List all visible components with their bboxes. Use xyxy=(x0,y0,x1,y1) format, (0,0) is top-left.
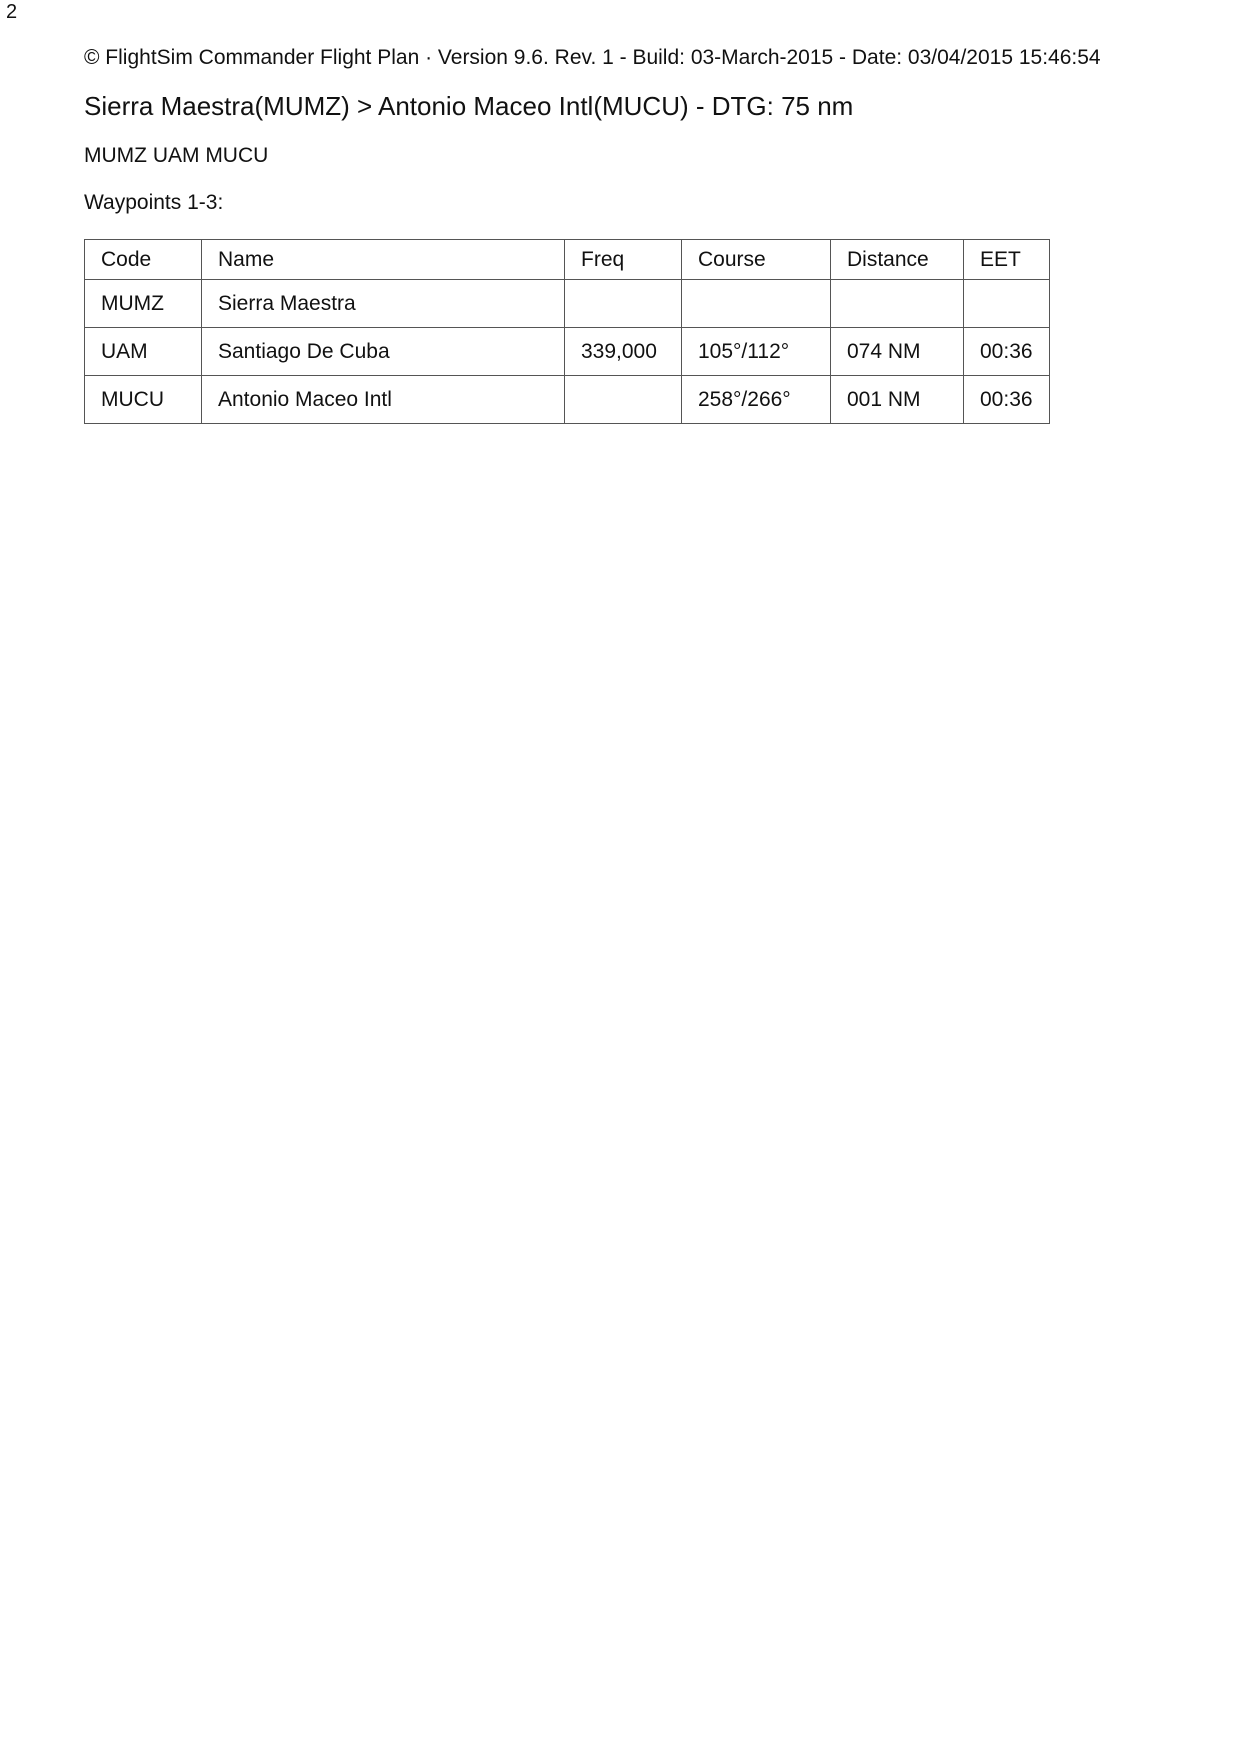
cell-freq: 339,000 xyxy=(565,328,682,376)
table-row xyxy=(85,376,1050,424)
route-title: Sierra Maestra(MUMZ) > Antonio Maceo Intl(MUCU) - DTG: 75 nm xyxy=(84,91,854,121)
column-header-course: Course xyxy=(682,240,831,280)
cell-eet: 00:36 xyxy=(964,376,1050,424)
cell-eet xyxy=(964,280,1050,328)
table-row xyxy=(85,328,1050,376)
page-number: 2 xyxy=(6,1,18,23)
cell-eet: 00:36 xyxy=(964,328,1050,376)
column-header-code: Code xyxy=(85,240,202,280)
column-header-eet: EET xyxy=(964,240,1050,280)
cell-distance xyxy=(831,280,964,328)
cell-distance: 074 NM xyxy=(831,328,964,376)
waypoints-table xyxy=(84,239,1050,424)
cell-code: MUMZ xyxy=(85,280,202,328)
column-header-distance: Distance xyxy=(831,240,964,280)
column-header-name: Name xyxy=(202,240,565,280)
cell-freq xyxy=(565,280,682,328)
waypoints-label: Waypoints 1-3: xyxy=(84,191,224,214)
cell-name: Antonio Maceo Intl xyxy=(202,376,565,424)
table-row xyxy=(85,280,1050,328)
cell-code: MUCU xyxy=(85,376,202,424)
document-header: © FlightSim Commander Flight Plan · Version 9.6. Rev. 1 - Build: 03-March-2015 - Date: 03/04/2015 15:46:54 xyxy=(84,46,1101,69)
cell-course: 258°/266° xyxy=(682,376,831,424)
table-header-row xyxy=(85,240,1050,280)
cell-name: Sierra Maestra xyxy=(202,280,565,328)
cell-code: UAM xyxy=(85,328,202,376)
cell-course xyxy=(682,280,831,328)
cell-course: 105°/112° xyxy=(682,328,831,376)
route-string: MUMZ UAM MUCU xyxy=(84,144,269,167)
cell-freq xyxy=(565,376,682,424)
cell-name: Santiago De Cuba xyxy=(202,328,565,376)
column-header-freq: Freq xyxy=(565,240,682,280)
cell-distance: 001 NM xyxy=(831,376,964,424)
